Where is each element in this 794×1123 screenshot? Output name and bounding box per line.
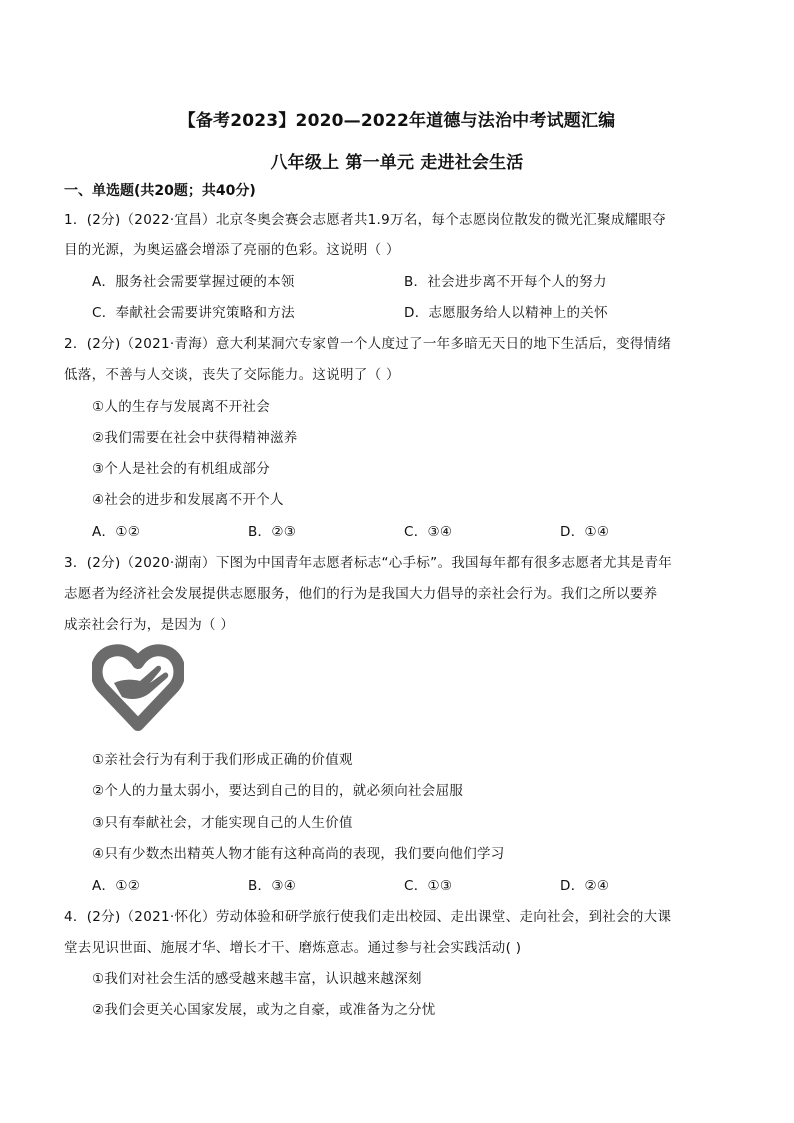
q2-statement-1: ①人的生存与发展离不开社会	[92, 399, 271, 415]
question-3-stem-cont: 志愿者为经济社会发展提供志愿服务，他们的行为是我国大力倡导的亲社会行为。我们之所以要养	[64, 586, 658, 602]
question-3-stem: 3．(2分)（2020·湖南）下图为中国青年志愿者标志“心手标”。我国每年都有很多志愿者尤其是青年	[64, 555, 673, 571]
question-1-stem: 1．(2分)（2022·宜昌）北京冬奥会赛会志愿者共1.9万名，每个志愿岗位散发的微光汇聚成耀眼夺	[64, 212, 667, 228]
page-subtitle: 八年级上 第一单元 走进社会生活	[270, 153, 524, 173]
q3-statement-3: ③只有奉献社会，才能实现自己的人生价值	[92, 815, 353, 831]
q1-option-c[interactable]: C．奉献社会需要讲究策略和方法	[92, 305, 295, 321]
q3-statement-2: ②个人的力量太弱小，要达到自己的目的，就必须向社会屈服	[92, 783, 464, 799]
q2-statement-3: ③个人是社会的有机组成部分	[92, 461, 271, 477]
q3-option-a[interactable]: A．①②	[92, 878, 141, 894]
q4-statement-2: ②我们会更关心国家发展，或为之自豪，或准备为之分忧	[92, 1002, 436, 1018]
question-3-stem-cont2: 成亲社会行为，是因为（ ）	[64, 617, 235, 633]
question-4-stem: 4．(2分)（2021·怀化）劳动体验和研学旅行使我们走出校园、走出课堂、走向社会，到社会的大课	[64, 909, 672, 925]
q2-statement-2: ②我们需要在社会中获得精神滋养	[92, 430, 298, 446]
q2-option-c[interactable]: C．③④	[404, 524, 453, 540]
page-title: 【备考2023】2020—2022年道德与法治中考试题汇编	[178, 111, 616, 131]
q2-statement-4: ④社会的进步和发展离不开个人	[92, 492, 284, 508]
q2-option-a[interactable]: A．①②	[92, 524, 141, 540]
q3-option-b[interactable]: B．③④	[248, 878, 297, 894]
question-4-stem-cont: 堂去见识世面、施展才华、增长才干、磨炼意志。通过参与社会实践活动( )	[64, 940, 522, 956]
heart-hand-icon	[92, 643, 184, 733]
q3-statement-1: ①亲社会行为有利于我们形成正确的价值观	[92, 752, 353, 768]
q2-option-d[interactable]: D．①④	[560, 524, 610, 540]
q1-option-b[interactable]: B．社会进步离不开每个人的努力	[404, 274, 607, 290]
question-1-stem-cont: 目的光源，为奥运盛会增添了亮丽的色彩。这说明（ ）	[64, 242, 400, 258]
q1-option-d[interactable]: D．志愿服务给人以精神上的关怀	[404, 305, 608, 321]
question-2-stem-cont: 低落，不善与人交谈，丧失了交际能力。这说明了（ ）	[64, 367, 400, 383]
q3-option-d[interactable]: D．②④	[560, 878, 610, 894]
q3-option-c[interactable]: C．①③	[404, 878, 453, 894]
q3-statement-4: ④只有少数杰出精英人物才能有这种高尚的表现，我们要向他们学习	[92, 846, 505, 862]
q2-option-b[interactable]: B．②③	[248, 524, 297, 540]
question-2-stem: 2．(2分)（2021·青海）意大利某洞穴专家曾一个人度过了一年多暗无天日的地下生活后，变得情绪	[64, 336, 672, 352]
q1-option-a[interactable]: A．服务社会需要掌握过硬的本领	[92, 274, 295, 290]
section-heading: 一、单选题(共20题；共40分)	[64, 183, 256, 199]
q4-statement-1: ①我们对社会生活的感受越来越丰富，认识越来越深刻	[92, 971, 422, 987]
